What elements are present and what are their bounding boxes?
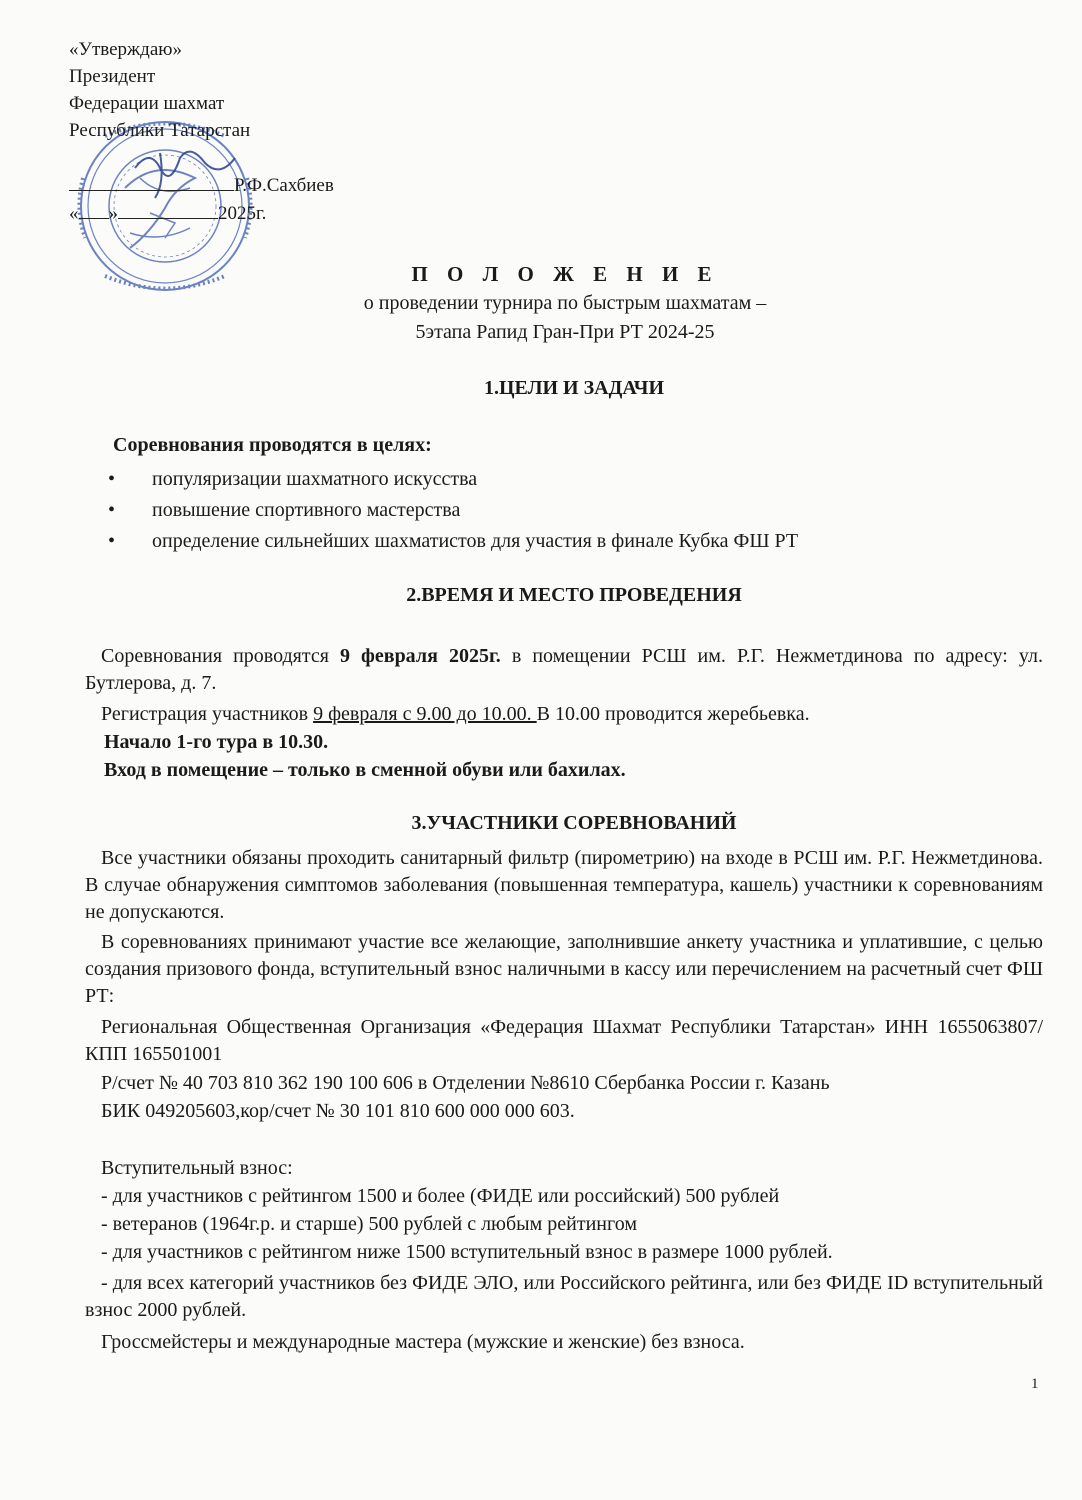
entry-rule: Вход в помещение – только в сменной обуви или бахилах.: [104, 759, 626, 781]
approval-line: «Утверждаю»: [69, 39, 182, 60]
approval-line: Федерации шахмат: [69, 93, 225, 114]
approval-block: [69, 36, 250, 144]
bank-organization: Региональная Общественная Организация «Федерация Шахмат Республики Татарстан» ИНН 1655063807/КПП 165501001: [85, 1016, 1043, 1065]
fee-item: - ветеранов (1964г.р. и старше) 500 рублей с любым рейтингом: [101, 1213, 637, 1235]
list-item: • популяризации шахматного искусства: [108, 464, 798, 495]
fee-item: - для участников с рейтингом ниже 1500 вступительный взнос в размере 1000 рублей.: [101, 1241, 833, 1263]
approval-line: Республики Татарстан: [69, 120, 251, 141]
document-subtitle: о проведении турнира по быстрым шахматам –: [363, 292, 767, 314]
section-heading: 3.УЧАСТНИКИ СОРЕВНОВАНИЙ: [411, 812, 737, 834]
event-date: 9 февраля 2025г.: [340, 645, 501, 667]
page-number: 1: [1031, 1376, 1039, 1392]
list-item: • повышение спортивного мастерства: [108, 495, 798, 526]
signer-name: Р.Ф.Сахбиев: [234, 175, 334, 196]
bank-bik: БИК 049205603,кор/счет № 30 101 810 600 000 000 603.: [101, 1100, 575, 1122]
text: Регистрация участников: [101, 703, 314, 725]
approval-year: 2025г.: [218, 203, 267, 224]
venue-paragraph: [85, 643, 1043, 697]
registration-time: 9 февраля с 9.00 до 10.00.: [313, 703, 537, 725]
text: В 10.00 проводится жеребьевка.: [536, 703, 810, 725]
day-underline: [79, 200, 109, 219]
section-heading: 2.ВРЕМЯ И МЕСТО ПРОВЕДЕНИЯ: [406, 584, 742, 606]
approval-date-line: [69, 200, 266, 227]
text: Соревнования проводятся: [101, 645, 340, 667]
date-quote-close: »: [108, 203, 118, 224]
goals-intro: Соревнования проводятся в целях:: [113, 434, 432, 456]
bank-account: Р/счет № 40 703 810 362 190 100 606 в Отделении №8610 Сбербанка России г. Казань: [101, 1072, 830, 1094]
goals-list: [108, 464, 798, 557]
paragraph: В соревнованиях принимают участие все желающие, заполнившие анкету участника и уплатившие, с целью создания призового фонда, вступительный взнос наличными в кассу или перечислением на расчетный счет ФШ РТ:: [85, 931, 1043, 1007]
registration-line: [101, 701, 810, 728]
fee-item: - для участников с рейтингом 1500 и более (ФИДЕ или российский) 500 рублей: [101, 1185, 780, 1207]
document-title: П О Л О Ж Е Н И Е: [411, 262, 719, 286]
list-item: • определение сильнейших шахматистов для участия в финале Кубка ФШ РТ: [108, 526, 798, 557]
fee-heading: Вступительный взнос:: [101, 1157, 293, 1179]
signature-underline: [69, 172, 234, 191]
grandmaster-note: Гроссмейстеры и международные мастера (мужские и женские) без взноса.: [101, 1331, 745, 1353]
approval-line: Президент: [69, 66, 156, 87]
document-subtitle: 5этапа Рапид Гран-При РТ 2024-25: [415, 321, 715, 343]
fee-item: - для всех категорий участников без ФИДЕ ЭЛО, или Российского рейтинга, или без ФИДЕ ID вступительный взнос 2000 рублей.: [85, 1272, 1043, 1321]
month-underline: [118, 200, 218, 219]
date-quote-open: «: [69, 203, 79, 224]
signature-line: [69, 172, 334, 199]
round-start: Начало 1-го тура в 10.30.: [104, 731, 329, 753]
paragraph: Все участники обязаны проходить санитарный фильтр (пирометрию) на входе в РСШ им. Р.Г. Нежметдинова. В случае обнаружения симптомов заболевания (повышенная температура, кашель) участники к соревнованиям не допускаются.: [85, 847, 1043, 923]
text: в помещении РСШ им. Р.Г. Нежметдинова по адресу: ул. Бутлерова, д. 7.: [85, 645, 1043, 694]
section-heading: 1.ЦЕЛИ И ЗАДАЧИ: [483, 377, 665, 399]
